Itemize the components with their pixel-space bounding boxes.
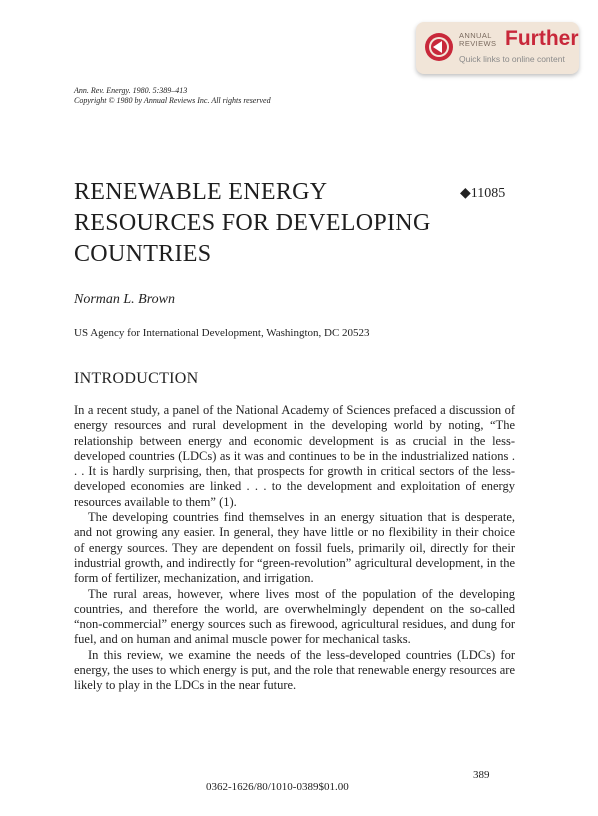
citation-line-1: Ann. Rev. Energy. 1980. 5:389–413 (74, 86, 188, 95)
issn-code: 0362-1626/80/1010-0389$01.00 (206, 781, 349, 793)
section-heading: INTRODUCTION (74, 370, 199, 387)
author-name: Norman L. Brown (74, 292, 176, 307)
page-number: 389 (473, 769, 490, 781)
citation-line-2: Copyright © 1980 by Annual Reviews Inc. All rights reserved (74, 96, 271, 105)
article-title: RENEWABLE ENERGY RESOURCES FOR DEVELOPING COUNTRIES (74, 179, 431, 267)
paragraph: In this review, we examine the needs of the less-developed countries (LDCs) for energy, the uses to which energy is put, and the role that renewable energy resources are likely to play in the LDCs in the near future. (74, 647, 515, 693)
annual-reviews-label: ANNUAL REVIEWS (459, 31, 497, 48)
author-affiliation: US Agency for International Development, Washington, DC 20523 (74, 327, 370, 339)
further-label: Further (505, 27, 579, 50)
annual-reviews-logo-icon (424, 32, 454, 62)
article-code: ◆11085 (460, 186, 506, 201)
further-badge[interactable] (416, 22, 579, 74)
paragraph: In a recent study, a panel of the National Academy of Sciences prefaced a discussion of energy resources and rural development in the developing world by noting, “The relationship between energy and economic development is as crucial in the less-developed countries (LDCs) as it was and continues to be in the industrialized nations . . . It is hardly surprising, then, that prospects for growth in critical sectors of the less-developed economies are linked . . . to the development and exploitation of energy resources available to them” (1). (74, 403, 515, 509)
quick-links-label: Quick links to online content (459, 54, 565, 64)
article-body (74, 403, 515, 694)
paragraph: The rural areas, however, where lives most of the population of the developing countries, and therefore the world, are overwhelmingly dependent on the so-called “non-commercial” energy sources such as firewood, agricultural residues, and dung for fuel, and on human and animal muscle power for mechanical tasks. (74, 586, 515, 647)
citation (74, 86, 271, 106)
paragraph: The developing countries find themselves in an energy situation that is desperate, and not growing any easier. In general, they have little or no flexibility in their choice of energy sources. They are dependent on fossil fuels, primarily oil, directly for their industrial growth, and indirectly for “green-revolution” agricultural development, in the form of fertilizer, mechanization, and irrigation. (74, 510, 515, 586)
